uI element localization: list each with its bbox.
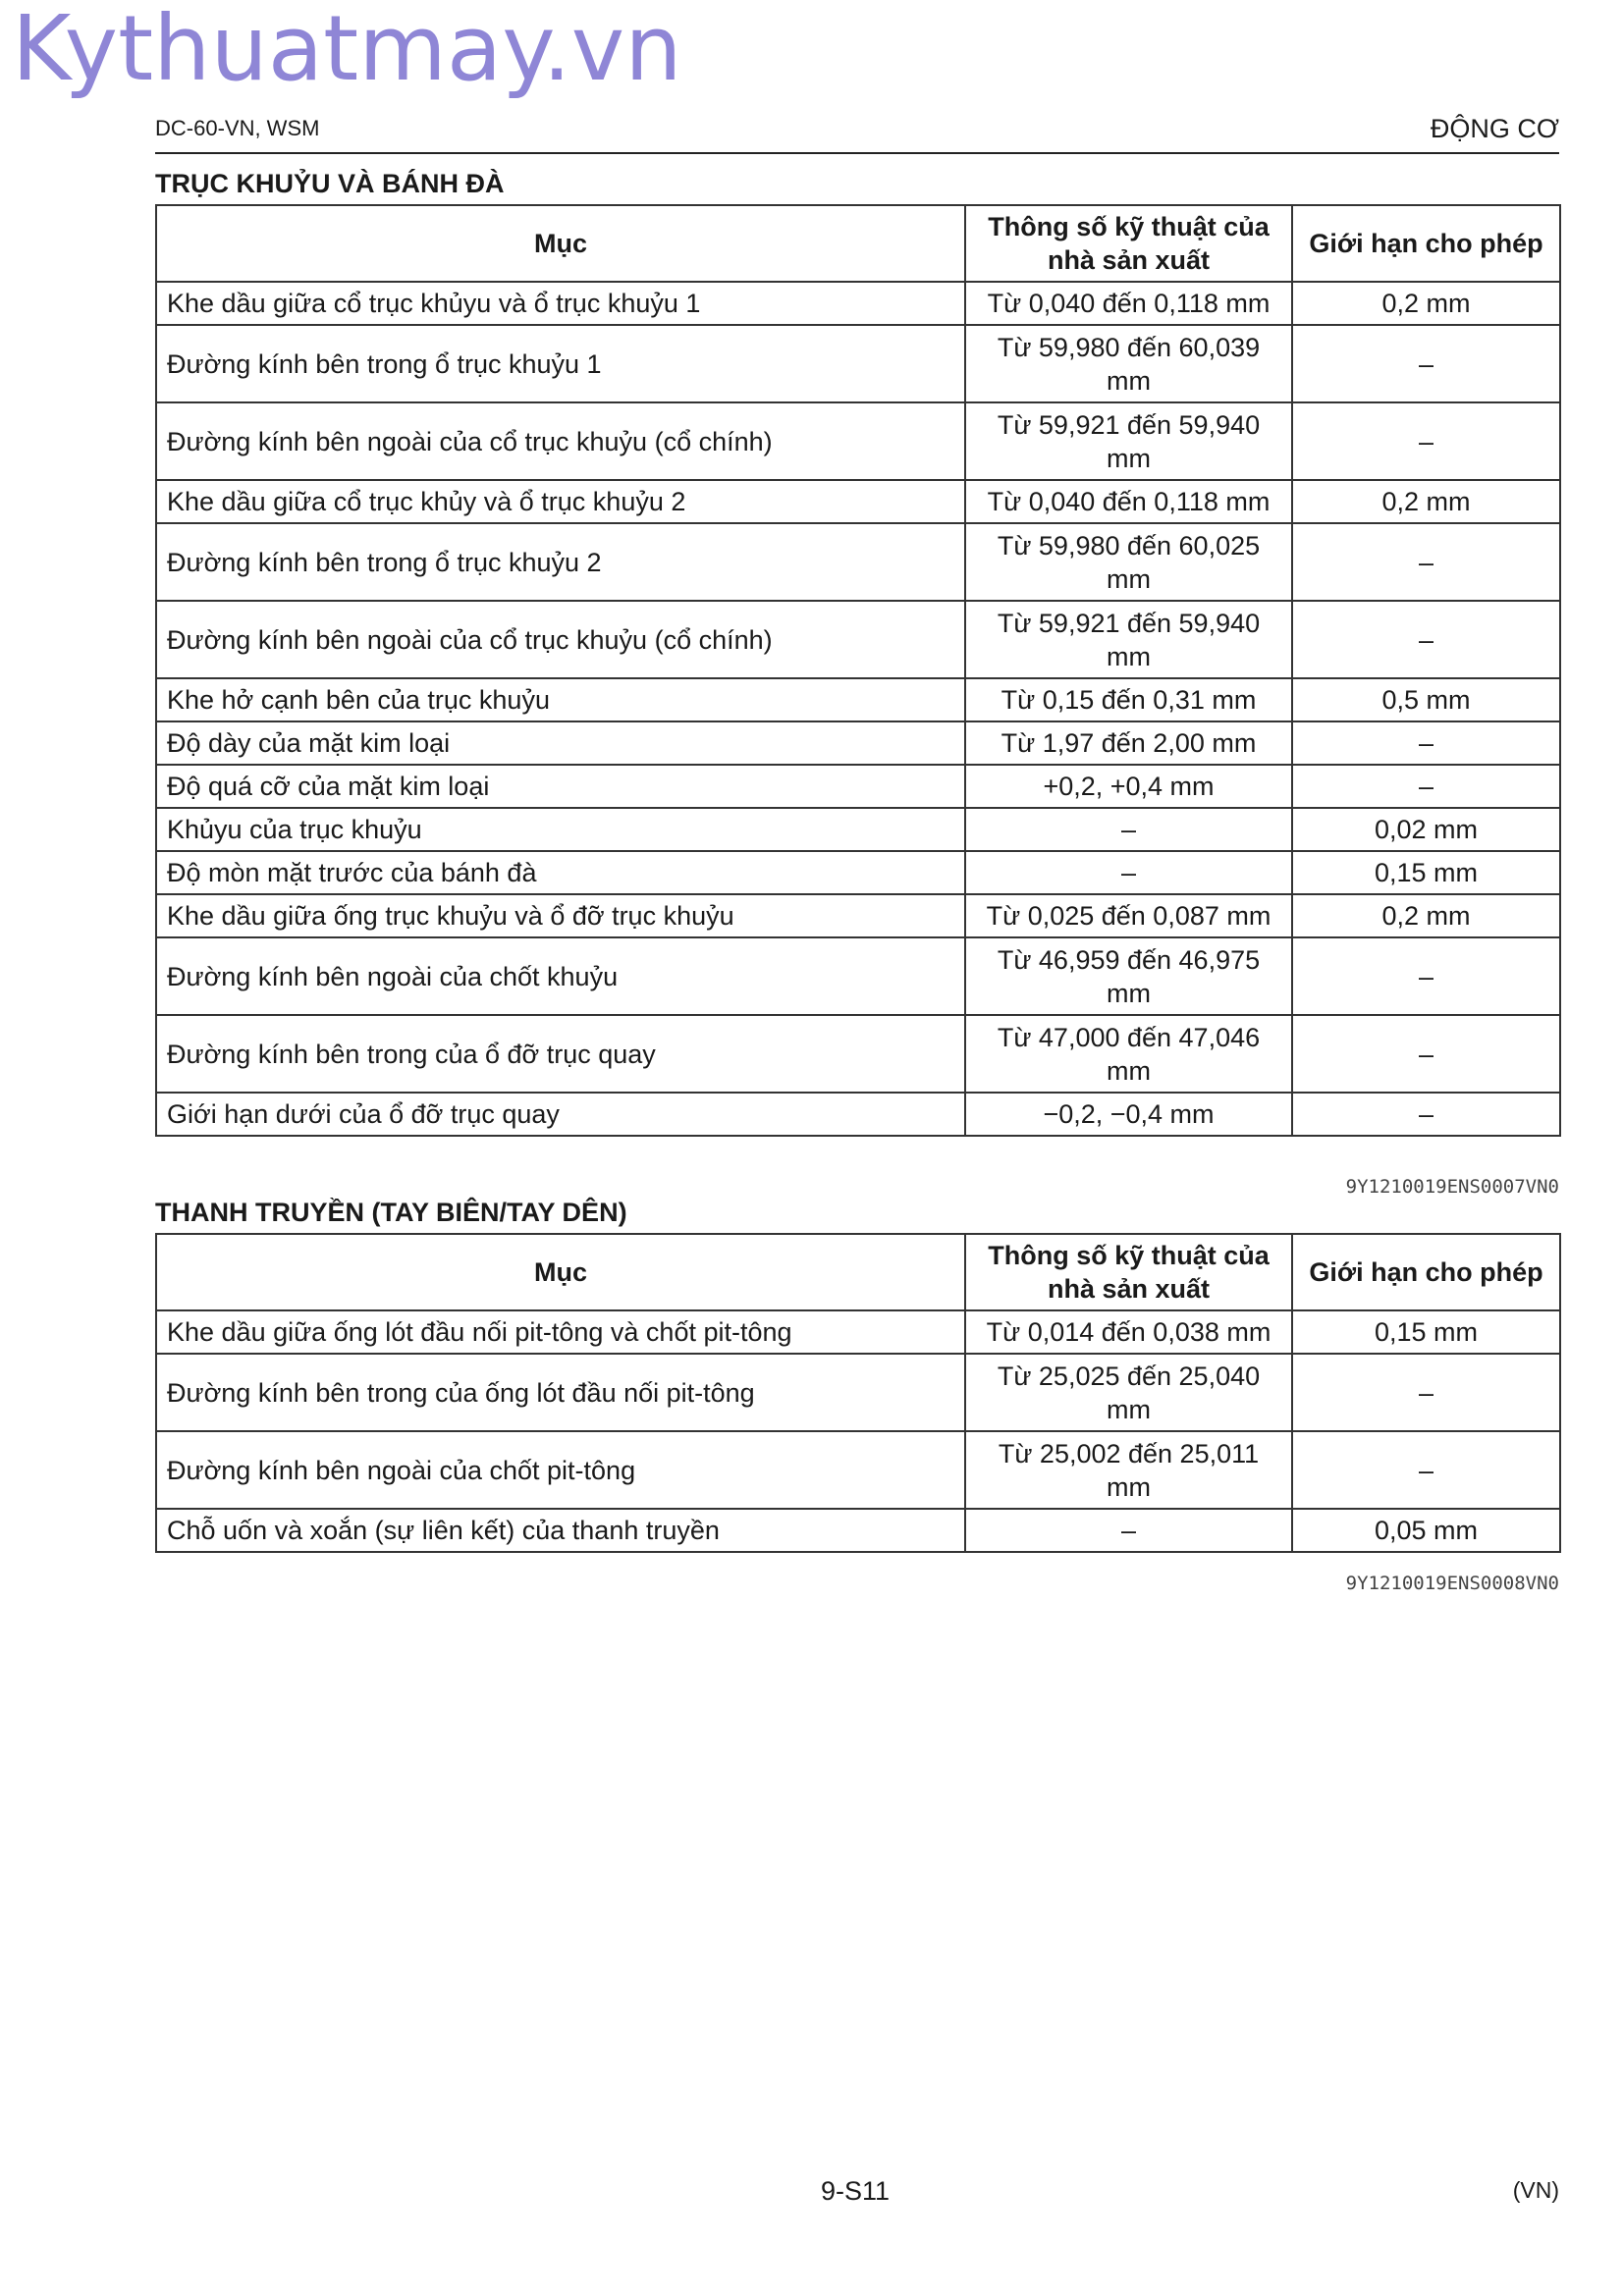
cell-item: Khủyu của trục khuỷu [156,808,965,851]
page-number: 9-S11 [821,2176,891,2206]
cell-limit: – [1292,402,1560,480]
cell-spec: Từ 1,97 đến 2,00 mm [965,721,1292,765]
column-header-spec: Thông số kỹ thuật của nhà sản xuất [965,1234,1292,1310]
cell-limit: 0,05 mm [1292,1509,1560,1552]
cell-spec: Từ 59,921 đến 59,940 mm [965,402,1292,480]
cell-item: Đường kính bên trong của ống lót đầu nối pit-tông [156,1354,965,1431]
cell-spec: Từ 0,040 đến 0,118 mm [965,480,1292,523]
table-row [156,523,1560,601]
table-row [156,1093,1560,1136]
cell-spec: Từ 0,15 đến 0,31 mm [965,678,1292,721]
cell-spec: Từ 46,959 đến 46,975 mm [965,937,1292,1015]
cell-item: Khe dầu giữa ống lót đầu nối pit-tông và chốt pit-tông [156,1310,965,1354]
cell-limit: 0,2 mm [1292,480,1560,523]
table-row [156,325,1560,402]
cell-item: Độ dày của mặt kim loại [156,721,965,765]
table-row [156,282,1560,325]
cell-spec: Từ 25,002 đến 25,011 mm [965,1431,1292,1509]
table-row [156,480,1560,523]
cell-item: Đường kính bên ngoài của chốt khuỷu [156,937,965,1015]
cell-limit: 0,02 mm [1292,808,1560,851]
table-row [156,1310,1560,1354]
cell-item: Chỗ uốn và xoắn (sự liên kết) của thanh truyền [156,1509,965,1552]
cell-limit: 0,5 mm [1292,678,1560,721]
column-header-spec: Thông số kỹ thuật của nhà sản xuất [965,205,1292,282]
cell-item: Khe hở cạnh bên của trục khuỷu [156,678,965,721]
section-title-connecting-rod: THANH TRUYỀN (TAY BIÊN/TAY DÊN) [155,1198,627,1227]
cell-item: Đường kính bên ngoài của cổ trục khuỷu (cổ chính) [156,402,965,480]
cell-spec: – [965,851,1292,894]
table-row [156,765,1560,808]
reference-code-crankshaft: 9Y1210019ENS0007VN0 [1345,1176,1559,1198]
table-row [156,1354,1560,1431]
cell-limit: 0,2 mm [1292,894,1560,937]
spec-table-crankshaft [155,204,1561,1137]
cell-item: Đường kính bên trong của ổ đỡ trục quay [156,1015,965,1093]
cell-spec: Từ 0,040 đến 0,118 mm [965,282,1292,325]
cell-limit: – [1292,1015,1560,1093]
cell-limit: – [1292,765,1560,808]
cell-limit: – [1292,721,1560,765]
header-document-code: DC-60-VN, WSM [155,116,320,140]
table-row [156,1509,1560,1552]
section-title-crankshaft: TRỤC KHUỶU VÀ BÁNH ĐÀ [155,169,505,198]
cell-spec: Từ 0,014 đến 0,038 mm [965,1310,1292,1354]
cell-spec: −0,2, −0,4 mm [965,1093,1292,1136]
column-header-item: Mục [156,1234,965,1310]
cell-item: Đường kính bên trong ổ trục khuỷu 2 [156,523,965,601]
table-row [156,1431,1560,1509]
cell-limit: – [1292,1354,1560,1431]
table-row [156,851,1560,894]
table-header-row [156,1234,1560,1310]
cell-limit: – [1292,937,1560,1015]
cell-limit: – [1292,1093,1560,1136]
header-divider [155,152,1559,154]
cell-item: Đường kính bên ngoài của cổ trục khuỷu (cổ chính) [156,601,965,678]
table-row [156,721,1560,765]
cell-limit: 0,2 mm [1292,282,1560,325]
cell-item: Khe dầu giữa ống trục khuỷu và ổ đỡ trục khuỷu [156,894,965,937]
cell-item: Khe dầu giữa cổ trục khủyu và ổ trục khuỷu 1 [156,282,965,325]
cell-spec: – [965,808,1292,851]
table-row [156,894,1560,937]
watermark-logo: Kythuatmay.vn [12,0,682,101]
cell-spec: Từ 47,000 đến 47,046 mm [965,1015,1292,1093]
column-header-limit: Giới hạn cho phép [1292,205,1560,282]
language-code: (VN) [1512,2177,1559,2203]
table-row [156,937,1560,1015]
table-header-row [156,205,1560,282]
cell-item: Đường kính bên trong ổ trục khuỷu 1 [156,325,965,402]
table-row [156,402,1560,480]
reference-code-connecting-rod: 9Y1210019ENS0008VN0 [1345,1573,1559,1594]
table-row [156,1015,1560,1093]
column-header-limit: Giới hạn cho phép [1292,1234,1560,1310]
cell-spec: Từ 59,980 đến 60,039 mm [965,325,1292,402]
cell-item: Độ mòn mặt trước của bánh đà [156,851,965,894]
cell-limit: – [1292,601,1560,678]
cell-spec: – [965,1509,1292,1552]
cell-limit: – [1292,1431,1560,1509]
cell-limit: – [1292,523,1560,601]
cell-spec: Từ 25,025 đến 25,040 mm [965,1354,1292,1431]
cell-spec: Từ 0,025 đến 0,087 mm [965,894,1292,937]
cell-item: Giới hạn dưới của ổ đỡ trục quay [156,1093,965,1136]
cell-spec: Từ 59,921 đến 59,940 mm [965,601,1292,678]
cell-limit: – [1292,325,1560,402]
cell-item: Đường kính bên ngoài của chốt pit-tông [156,1431,965,1509]
cell-limit: 0,15 mm [1292,1310,1560,1354]
cell-item: Độ quá cỡ của mặt kim loại [156,765,965,808]
header-chapter-title: ĐỘNG CƠ [1430,114,1559,143]
column-header-item: Mục [156,205,965,282]
table-row [156,601,1560,678]
table-row [156,808,1560,851]
spec-table-connecting-rod [155,1233,1561,1553]
cell-limit: 0,15 mm [1292,851,1560,894]
cell-item: Khe dầu giữa cổ trục khủy và ổ trục khuỷu 2 [156,480,965,523]
table-row [156,678,1560,721]
cell-spec: +0,2, +0,4 mm [965,765,1292,808]
cell-spec: Từ 59,980 đến 60,025 mm [965,523,1292,601]
